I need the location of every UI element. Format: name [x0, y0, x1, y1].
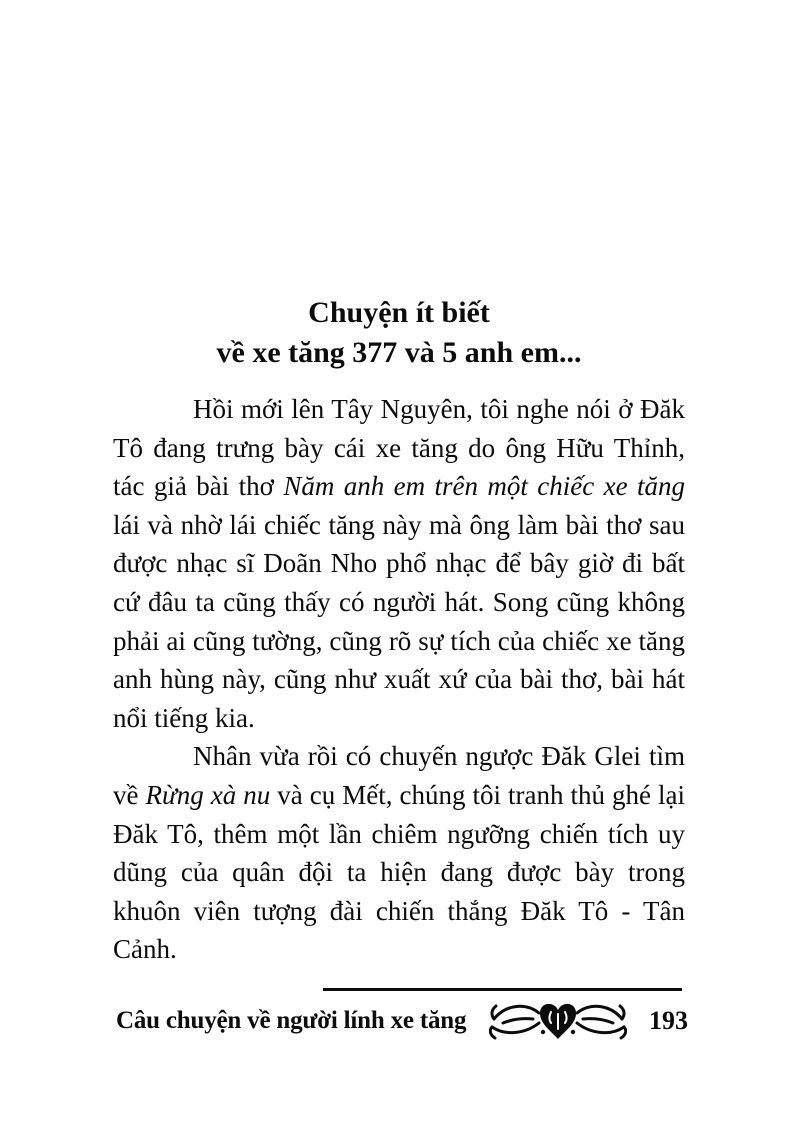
footer-divider-rule: [323, 988, 682, 991]
chapter-title-line2: về xe tăng 377 và 5 anh em...: [216, 336, 582, 369]
paragraph-2: [113, 737, 685, 969]
page-number: 193: [649, 1006, 688, 1035]
body-text: [113, 390, 685, 969]
paragraph-1-text: Hồi mới lên Tây Nguyên, tôi nghe nói ở Đăk Tô đang trưng bày cái xe tăng do ông Hữu Thỉnh, tác giả bài thơ: [113, 394, 685, 502]
flourish-ornament-icon: [489, 999, 627, 1043]
paragraph-1: [113, 390, 685, 737]
paragraph-2-story-title: Rừng xà nu: [145, 779, 271, 810]
chapter-title: [113, 293, 685, 373]
paragraph-2-text-cont: và cụ Mết, chúng tôi tranh thủ ghé lại Đăk Tô, thêm một lần chiêm ngưỡng chiến tích uy dũng của quân đội ta hiện đang được bày trong khuôn viên tượng đài chiến thắng Đăk Tô - Tân Cảnh.: [113, 779, 685, 965]
chapter-title-line1: Chuyện ít biết: [308, 296, 490, 329]
running-footer-title: Câu chuyện về người lính xe tăng: [116, 1007, 467, 1034]
paragraph-1-text-cont: lái và nhờ lái chiếc tăng này mà ông làm bài thơ sau được nhạc sĩ Doãn Nho phổ nhạc để bây giờ đi bất cứ đâu ta cũng thấy có người hát. Song cũng không phải ai cũng tường, cũng rõ sự tích của chiếc xe tăng anh hùng này, cũng như xuất xứ của bài thơ, bài hát nổi tiếng kia.: [113, 509, 685, 733]
paragraph-2-text: Nhân vừa rồi có chuyến ngược Đăk Glei tìm về: [113, 741, 685, 810]
page-footer: [116, 998, 688, 1044]
paragraph-1-poem-title: Năm anh em trên một chiếc xe tăng: [283, 471, 685, 502]
